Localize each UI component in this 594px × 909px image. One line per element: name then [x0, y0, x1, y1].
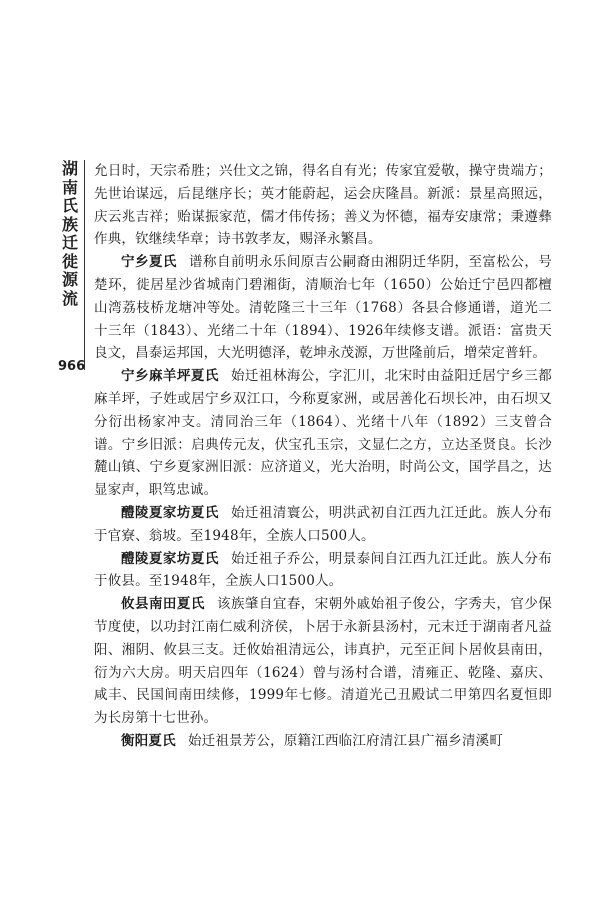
- clan-heading: 宁乡麻羊坪夏氏: [121, 368, 219, 385]
- clan-heading: 衡阳夏氏: [121, 732, 176, 749]
- paragraph: [94, 502, 552, 548]
- paragraph: [94, 730, 552, 753]
- paragraph-text: 始迁祖子乔公，明景泰间自江西九江迁此。族人分布于攸县。至1948年，全族人口1500人。: [94, 550, 552, 590]
- paragraph-text: 允日时，天宗希胜；兴仕文之锦，得名自有光；传家宜爱敬，操守贵端方；先世诒谋远，后昆继序长；英才能蔚起，运会庆隆昌。新派：景星高照远，庆云兆吉祥；贻谋振家范，儒才伟传扬；善义为怀德，福寿安康常；秉遵彝作典，钦继续华章；诗书敦孝友，赐泽永繁昌。: [94, 163, 552, 248]
- page-number: 966: [58, 359, 86, 374]
- clan-heading: 攸县南田夏氏: [121, 596, 205, 613]
- paragraph-text: 始迁祖景芳公，原籍江西临江府清江县广福乡清溪町: [187, 732, 504, 749]
- margin-divider: [84, 160, 85, 370]
- paragraph-text: 该族肇自宜春，宋朝外戚始祖子俊公，字秀夫，官少保节度使，以功封江南仁威利济侯，卜居于永新县汤村，元末迁于湖南者凡益阳、湘阴、攸县三支。迁攸始祖清远公，讳真护，元至正间卜居攸县南田，衍为六大房。明天启四年（1624）曾与汤村合谱，清雍正、乾隆、嘉庆、咸丰、民国间南田续修，1999年七修。清道光己丑殿试二甲第四名夏恒即为长房第十七世孙。: [94, 596, 552, 727]
- paragraph-text: 始迁祖清寰公，明洪武初自江西九江迁此。族人分布于官寮、翁坡。至1948年，全族人口500人。: [94, 504, 552, 544]
- clan-heading: 醴陵夏家坊夏氏: [121, 504, 219, 521]
- paragraph: [94, 593, 552, 730]
- running-header-title: 湖南氏族迁徙源流: [61, 159, 78, 308]
- paragraph-text: 谱称自前明永乐间原吉公嗣裔由湘阴迁华阴，至富松公，号楚环，徙居星沙省城南门碧湘街，清顺治七年（1650）公始迁宁邑四都檀山湾荔枝桥龙塘冲等处。清乾隆三十三年（1768）各县合修通谱，道光二十三年（1843）、光绪二十年（1894）、1926年续修支谱。派语：富贵天良文，昌泰运邦国，大光明德泽，乾坤永茂源，万世隆前后，增荣定普轩。: [94, 254, 552, 362]
- paragraph: [94, 251, 552, 365]
- clan-heading: 宁乡夏氏: [121, 254, 177, 271]
- body-text: [94, 160, 552, 753]
- paragraph-text: 始迁祖林海公，字汇川，北宋时由益阳迁居宁乡三都麻羊坪，子姓或居宁乡双江口，今称夏家洲，或居善化石坝长冲，由石坝又分衍出杨家冲支。清同治三年（1864）、光绪十八年（1892）三支曾合谱。宁乡旧派：启典传元友，伏宝孔玉宗，文显仁之方，立达圣贤良。长沙麓山镇、宁乡夏家洲旧派：应济道义，光大治明，时尚公文，国学昌之，达显家声，职笃忠诚。: [94, 368, 552, 499]
- paragraph: [94, 548, 552, 594]
- paragraph: [94, 365, 552, 502]
- paragraph: [94, 160, 552, 251]
- clan-heading: 醴陵夏家坊夏氏: [121, 550, 219, 567]
